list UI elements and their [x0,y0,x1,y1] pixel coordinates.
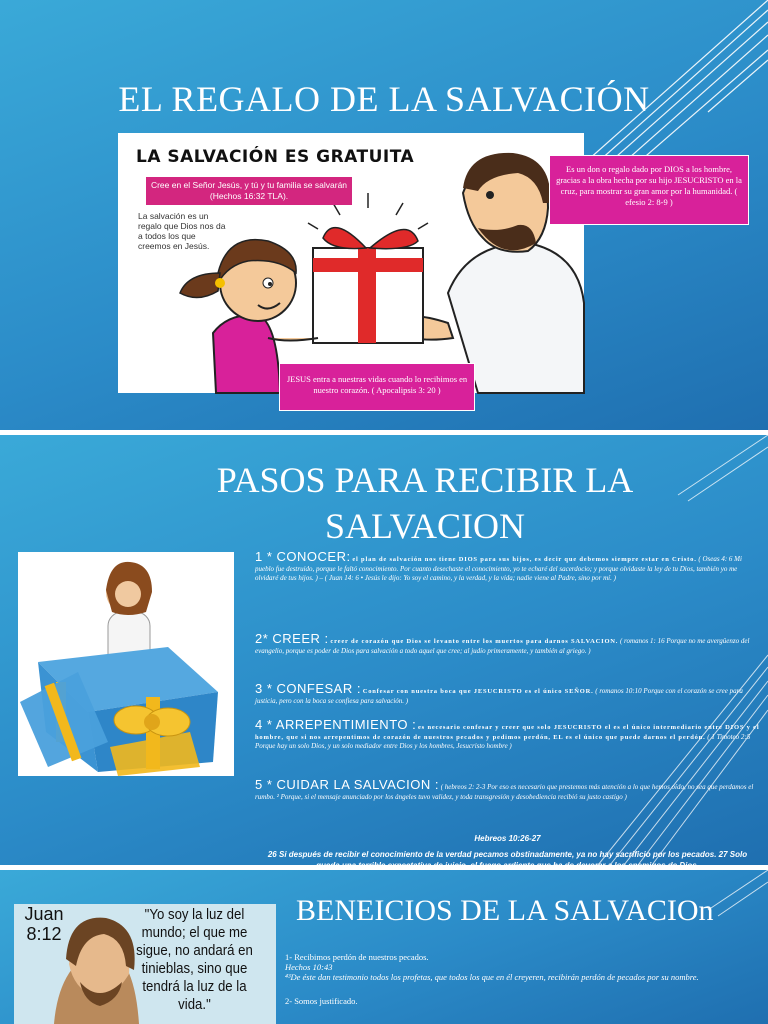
step-heading: 1 * CONOCER: [255,549,351,564]
section-title: PASOS PARA RECIBIR LA SALVACION [216,460,634,546]
step-summary: creer de corazón que Dios se levanto entre los muertos para darnos SALVACION. [330,638,619,645]
step-verse: ( romanos 10:10 Porque con el corazón se cree para justicia, pero con la boca se confiesa para salvación. ) [255,687,743,705]
step-verse: ( romanos 1: 16 Porque no me avergüenzo del evangelio, porque es poder de Dios para salvación a todo aquel que cree; al judío primeramente, y también al griego. ) [255,637,750,655]
step-summary: el plan de salvación nos tiene DIOS para sus hijos, es decir que debemos siempre estar en Cristo. [352,556,697,563]
juan-8-12-image [14,904,276,1024]
benefit-item-1-verse: ⁴³De éste dan testimonio todos los profetas, que todos los que en él creyeren, recibirán perdón de pecados por su nombre. [285,972,699,982]
step-confesar [255,681,760,706]
step-heading: 3 * CONFESAR : [255,681,361,696]
salvation-comic [118,133,584,393]
step-heading: 4 * ARREPENTIMIENTO : [255,717,417,732]
page-title: EL REGALO DE LA SALVACIÓN [118,79,650,119]
slide-3 [0,870,768,1024]
juan-quote: "Yo soy la luz del mundo; el que me sigue, no andará en tinieblas, sino que tendrá la luz de la vida." [136,906,253,1013]
benefit-item-2: 2- Somos justificado. [285,996,358,1006]
benefits-list [285,952,725,1006]
step-arrepentimiento [255,717,760,752]
step-cuidar [255,777,760,802]
step-summary: Confesar con nuestra boca que JESUCRISTO es el único SEÑOR. [362,688,594,695]
comic-illustration [118,133,584,393]
hebreos-reference: Hebreos 10:26-27 [474,834,541,843]
hebreos-verse: 26 Si después de recibir el conocimiento de la verdad pecamos obstinadamente, ya no hay sacrificio por los pecados. 27 Solo queda una terrible expectativa de juicio, el fuego ardiente que ha de devorar a los enemigos de Dios. [267,850,748,870]
slide-1 [0,0,768,430]
slide-2 [0,435,768,870]
step-summary: es necesario confesar y creer que solo JESUCRISTO el es el único intermediario entre DIOS y el hombre, que si nos arrepentimos de corazón de nuestros pecados y pedimos perdón, EL es el único que puede darnos el perdón. [255,724,760,741]
step-verse: ( Oseas 4: 6 Mi pueblo fue destruido, porque le faltó conocimiento. Por cuanto desechaste el conocimiento, yo te echaré del sacerdocio; y porque olvidaste la ley de tu Dios, también yo me olvidaré de tus hijos. ) – ( Juan 14: 6 • Jesús le dijo: Yo soy el camino, y la verdad, y la vida; nadie viene al Padre, sino por mí. ) [255,555,742,582]
step-heading: 5 * CUIDAR LA SALVACION : [255,777,439,792]
gift-definition-box: Es un don o regalo dado por DIOS a los hombre, gracias a la obra hecha por su hijo JESUCRISTO en la cruz, para mostrar su gran amor por la humanidad. ( efesio 2: 8-9 ) [549,155,749,225]
step-heading: 2* CREER : [255,631,329,646]
benefit-item-1-reference: Hechos 10:43 [285,962,333,972]
step-conocer [255,549,760,584]
comic-text: La salvación es un regalo que Dios nos da a todos los que creemos en Jesús. [138,211,226,251]
step-verse: ( 1 Timoteo 2:5 Porque hay un solo Dios, y un solo mediador entre Dios y los hombres, Jesucristo hombre ) [255,732,751,750]
juan-reference: Juan 8:12 [24,904,64,944]
step-verse: ( hebreos 2: 2-3 Por eso es necesario que prestemos más atención a lo que hemos oído, no sea que perdamos el rumbo. ² Porque, si el mensaje anunciado por los ángeles tuvo validez, y toda transgresión y desobediencia recibió su justo castigo ) [255,783,754,801]
comic-quote: Cree en el Señor Jesús, y tú y tu familia se salvarán (Hechos 16:32 TLA). [146,177,352,205]
step-creer [255,631,760,656]
comic-heading: LA SALVACIÓN ES GRATUITA [136,147,415,167]
benefits-title: BENEICIOS DE LA SALVACIOn [296,894,714,927]
benefit-item-1: 1- Recibimos perdón de nuestros pecados. [285,952,429,962]
apocalipsis-box: JESUS entra a nuestras vidas cuando lo recibimos en nuestro corazón. ( Apocalipsis 3: 20 ) [279,363,475,411]
gift-box-image [18,552,234,776]
